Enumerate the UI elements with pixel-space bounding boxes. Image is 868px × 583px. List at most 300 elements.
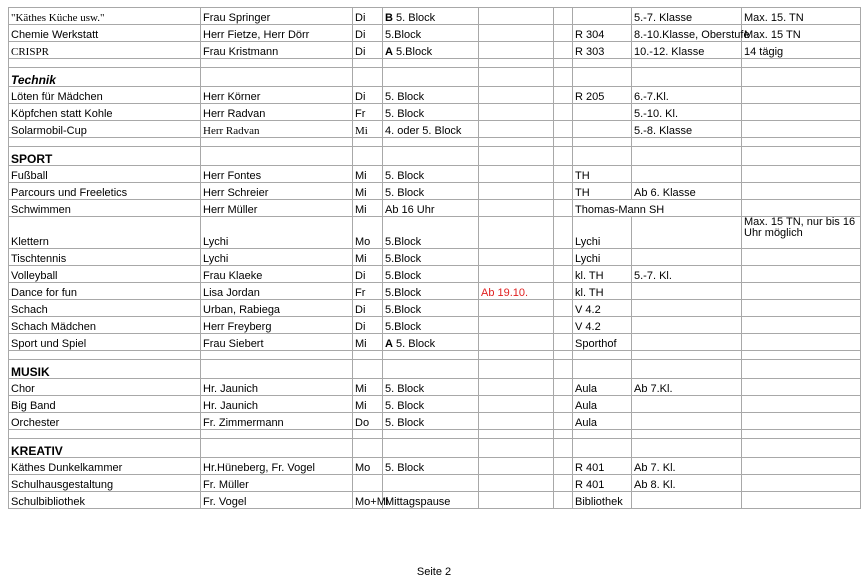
teacher: Frau Siebert	[201, 334, 353, 351]
empty-cell	[554, 360, 573, 379]
room: V 4.2	[573, 300, 632, 317]
time-slot	[383, 379, 479, 396]
week-marker: A	[385, 338, 393, 350]
teacher: Fr. Zimmermann	[201, 413, 353, 430]
time-text: 5. Block	[385, 91, 425, 103]
empty-cell	[554, 413, 573, 430]
remark	[742, 166, 861, 183]
teacher: Herr Müller	[201, 200, 353, 217]
course-name: Dance for fun	[9, 283, 201, 300]
course-row	[9, 104, 861, 121]
time-text: 5. Block	[385, 417, 425, 429]
course-row	[9, 413, 861, 430]
time-slot	[383, 200, 479, 217]
weekday: Di	[353, 8, 383, 25]
room: V 4.2	[573, 317, 632, 334]
empty-cell	[9, 351, 201, 360]
start-note	[479, 266, 554, 283]
weekday: Fr	[353, 104, 383, 121]
course-name: Schulbibliothek	[9, 492, 201, 509]
grade-level: 5.-7. Klasse	[632, 8, 742, 25]
empty-cell	[632, 147, 742, 166]
empty-cell	[479, 68, 554, 87]
grade-level	[632, 396, 742, 413]
empty-cell	[383, 147, 479, 166]
page-number: Seite 2	[416, 566, 452, 578]
time-slot	[383, 166, 479, 183]
empty-cell	[554, 68, 573, 87]
weekday: Do	[353, 413, 383, 430]
room	[573, 8, 632, 25]
room: Aula	[573, 413, 632, 430]
teacher: Fr. Müller	[201, 475, 353, 492]
empty-cell	[554, 351, 573, 360]
start-note	[479, 379, 554, 396]
time-text: 5.Block	[385, 253, 422, 265]
empty-cell	[479, 138, 554, 147]
remark: 14 tägig	[742, 42, 861, 59]
time-slot	[383, 183, 479, 200]
empty-cell	[742, 439, 861, 458]
course-row	[9, 492, 861, 509]
grade-level: 8.-10.Klasse, Oberstufe	[632, 25, 742, 42]
remark	[742, 396, 861, 413]
room: Aula	[573, 379, 632, 396]
course-name: CRISPR	[9, 42, 201, 59]
empty-cell	[9, 138, 201, 147]
empty-cell	[201, 59, 353, 68]
course-name: Volleyball	[9, 266, 201, 283]
time-slot	[383, 475, 479, 492]
week-marker: A	[385, 46, 393, 58]
time-text: 5.Block	[392, 46, 433, 58]
remark	[742, 249, 861, 266]
empty-cell	[573, 439, 632, 458]
empty-cell	[742, 68, 861, 87]
remark: Max. 15 TN	[742, 25, 861, 42]
course-name: Big Band	[9, 396, 201, 413]
room: R 303	[573, 42, 632, 59]
course-name: Solarmobil-Cup	[9, 121, 201, 138]
empty-cell	[573, 147, 632, 166]
room: Lychi	[573, 249, 632, 266]
empty-cell	[742, 138, 861, 147]
time-slot	[383, 25, 479, 42]
empty-cell	[554, 25, 573, 42]
remark	[742, 104, 861, 121]
spacer-row	[9, 430, 861, 439]
empty-cell	[554, 492, 573, 509]
course-row	[9, 42, 861, 59]
start-note	[479, 458, 554, 475]
empty-cell	[573, 430, 632, 439]
room: R 401	[573, 475, 632, 492]
section-header-row	[9, 360, 861, 379]
time-text: Mittagspause	[385, 496, 451, 508]
course-row	[9, 475, 861, 492]
teacher: Herr Radvan	[201, 104, 353, 121]
course-name: Köpfchen statt Kohle	[9, 104, 201, 121]
time-slot	[383, 266, 479, 283]
remark	[742, 413, 861, 430]
time-slot	[383, 104, 479, 121]
empty-cell	[632, 439, 742, 458]
teacher: Frau Klaeke	[201, 266, 353, 283]
section-title: SPORT	[9, 147, 201, 166]
room	[573, 121, 632, 138]
course-row	[9, 249, 861, 266]
empty-cell	[554, 317, 573, 334]
empty-cell	[554, 283, 573, 300]
empty-cell	[554, 334, 573, 351]
remark: Max. 15. TN	[742, 8, 861, 25]
weekday: Mi	[353, 183, 383, 200]
course-row	[9, 87, 861, 104]
room: Bibliothek	[573, 492, 632, 509]
empty-cell	[383, 439, 479, 458]
empty-cell	[554, 249, 573, 266]
teacher: Herr Schreier	[201, 183, 353, 200]
teacher: Frau Springer	[201, 8, 353, 25]
empty-cell	[573, 360, 632, 379]
empty-cell	[632, 138, 742, 147]
empty-cell	[632, 351, 742, 360]
empty-cell	[201, 68, 353, 87]
teacher: Lychi	[201, 217, 353, 249]
empty-cell	[353, 430, 383, 439]
grade-level: 5.-7. Kl.	[632, 266, 742, 283]
course-table	[8, 7, 861, 509]
course-row	[9, 8, 861, 25]
weekday: Mi	[353, 200, 383, 217]
course-name: Schulhausgestaltung	[9, 475, 201, 492]
course-name: Klettern	[9, 217, 201, 249]
time-text: 5.Block	[385, 304, 422, 316]
empty-cell	[573, 351, 632, 360]
empty-cell	[554, 475, 573, 492]
remark	[742, 266, 861, 283]
room: kl. TH	[573, 283, 632, 300]
teacher: Herr Fontes	[201, 166, 353, 183]
empty-cell	[554, 439, 573, 458]
section-header-row	[9, 439, 861, 458]
course-row	[9, 121, 861, 138]
remark	[742, 87, 861, 104]
weekday: Di	[353, 266, 383, 283]
start-note: Ab 19.10.	[479, 283, 554, 300]
weekday: Mo+Mi	[353, 492, 383, 509]
room: R 304	[573, 25, 632, 42]
empty-cell	[573, 59, 632, 68]
weekday: Mi	[353, 121, 383, 138]
spacer-row	[9, 59, 861, 68]
start-note	[479, 8, 554, 25]
course-name: Orchester	[9, 413, 201, 430]
time-slot	[383, 334, 479, 351]
room: Aula	[573, 396, 632, 413]
empty-cell	[353, 59, 383, 68]
grade-level: 10.-12. Klasse	[632, 42, 742, 59]
empty-cell	[573, 68, 632, 87]
empty-cell	[201, 351, 353, 360]
empty-cell	[632, 360, 742, 379]
room: TH	[573, 183, 632, 200]
empty-cell	[479, 147, 554, 166]
empty-cell	[632, 430, 742, 439]
course-name: Käthes Dunkelkammer	[9, 458, 201, 475]
empty-cell	[383, 351, 479, 360]
weekday: Di	[353, 42, 383, 59]
start-note	[479, 42, 554, 59]
remark	[742, 121, 861, 138]
time-slot	[383, 300, 479, 317]
empty-cell	[554, 104, 573, 121]
room: R 401	[573, 458, 632, 475]
start-note	[479, 183, 554, 200]
course-row	[9, 217, 861, 249]
section-title: KREATIV	[9, 439, 201, 458]
empty-cell	[383, 68, 479, 87]
course-row	[9, 283, 861, 300]
time-text: 4. oder 5. Block	[385, 125, 462, 137]
section-title: MUSIK	[9, 360, 201, 379]
course-row	[9, 200, 861, 217]
course-row	[9, 183, 861, 200]
teacher: Hr. Jaunich	[201, 396, 353, 413]
empty-cell	[742, 147, 861, 166]
grade-level	[632, 300, 742, 317]
empty-cell	[554, 458, 573, 475]
empty-cell	[9, 59, 201, 68]
weekday: Mi	[353, 334, 383, 351]
room: Sporthof	[573, 334, 632, 351]
grade-level: 6.-7.Kl.	[632, 87, 742, 104]
course-name: Sport und Spiel	[9, 334, 201, 351]
time-text: 5. Block	[385, 187, 425, 199]
grade-level: 5.-10. Kl.	[632, 104, 742, 121]
time-text: 5. Block	[385, 462, 425, 474]
empty-cell	[479, 360, 554, 379]
empty-cell	[554, 121, 573, 138]
teacher: Hr. Jaunich	[201, 379, 353, 396]
grade-level: Ab 8. Kl.	[632, 475, 742, 492]
room: kl. TH	[573, 266, 632, 283]
time-text: 5. Block	[385, 170, 425, 182]
remark	[742, 379, 861, 396]
time-text: 5.Block	[385, 29, 422, 41]
empty-cell	[573, 138, 632, 147]
empty-cell	[554, 183, 573, 200]
time-slot	[383, 8, 479, 25]
grade-level	[632, 283, 742, 300]
course-row	[9, 317, 861, 334]
time-slot	[383, 492, 479, 509]
course-name: Schwimmen	[9, 200, 201, 217]
weekday: Mi	[353, 249, 383, 266]
course-sheet	[8, 7, 860, 509]
empty-cell	[353, 351, 383, 360]
start-note	[479, 217, 554, 249]
grade-level: Ab 7. Kl.	[632, 458, 742, 475]
remark	[742, 475, 861, 492]
empty-cell	[554, 200, 573, 217]
time-slot	[383, 87, 479, 104]
weekday: Mo	[353, 217, 383, 249]
course-name: Schach	[9, 300, 201, 317]
teacher: Frau Kristmann	[201, 42, 353, 59]
remark	[742, 458, 861, 475]
room: R 205	[573, 87, 632, 104]
section-header-row	[9, 68, 861, 87]
time-text: Ab 16 Uhr	[385, 204, 435, 216]
time-slot	[383, 121, 479, 138]
start-note	[479, 87, 554, 104]
remark	[742, 283, 861, 300]
time-text: 5. Block	[392, 338, 436, 350]
empty-cell	[554, 300, 573, 317]
grade-level	[632, 492, 742, 509]
course-name: "Käthes Küche usw."	[9, 8, 201, 25]
grade-level	[632, 334, 742, 351]
remark	[742, 300, 861, 317]
teacher: Lisa Jordan	[201, 283, 353, 300]
start-note	[479, 121, 554, 138]
remark	[742, 183, 861, 200]
weekday: Mi	[353, 396, 383, 413]
course-row	[9, 300, 861, 317]
start-note	[479, 334, 554, 351]
course-name: Löten für Mädchen	[9, 87, 201, 104]
room	[573, 104, 632, 121]
empty-cell	[554, 147, 573, 166]
empty-cell	[554, 59, 573, 68]
empty-cell	[632, 59, 742, 68]
empty-cell	[554, 8, 573, 25]
empty-cell	[742, 351, 861, 360]
course-row	[9, 266, 861, 283]
empty-cell	[383, 360, 479, 379]
teacher: Herr Körner	[201, 87, 353, 104]
remark: Max. 15 TN, nur bis 16 Uhr möglich	[742, 217, 861, 249]
weekday: Fr	[353, 283, 383, 300]
empty-cell	[554, 430, 573, 439]
course-name: Chemie Werkstatt	[9, 25, 201, 42]
empty-cell	[554, 42, 573, 59]
empty-cell	[353, 68, 383, 87]
empty-cell	[353, 147, 383, 166]
empty-cell	[554, 379, 573, 396]
time-text: 5.Block	[385, 236, 422, 248]
empty-cell	[479, 439, 554, 458]
weekday: Mi	[353, 379, 383, 396]
empty-cell	[383, 138, 479, 147]
time-text: 5. Block	[392, 12, 436, 24]
weekday: Di	[353, 300, 383, 317]
room: Lychi	[573, 217, 632, 249]
empty-cell	[554, 87, 573, 104]
start-note	[479, 166, 554, 183]
grade-level	[632, 217, 742, 249]
course-name: Tischtennis	[9, 249, 201, 266]
empty-cell	[201, 138, 353, 147]
weekday: Mo	[353, 458, 383, 475]
time-slot	[383, 413, 479, 430]
week-marker: B	[385, 12, 393, 24]
course-name: Schach Mädchen	[9, 317, 201, 334]
grade-level	[632, 317, 742, 334]
empty-cell	[9, 430, 201, 439]
weekday: Di	[353, 25, 383, 42]
empty-cell	[201, 430, 353, 439]
course-row	[9, 25, 861, 42]
grade-level	[632, 249, 742, 266]
start-note	[479, 475, 554, 492]
teacher: Lychi	[201, 249, 353, 266]
empty-cell	[554, 166, 573, 183]
empty-cell	[201, 360, 353, 379]
weekday: Di	[353, 87, 383, 104]
grade-level: Ab 7.Kl.	[632, 379, 742, 396]
time-slot	[383, 217, 479, 249]
empty-cell	[479, 430, 554, 439]
section-title: Technik	[9, 68, 201, 87]
time-text: 5.Block	[385, 270, 422, 282]
start-note	[479, 200, 554, 217]
section-header-row	[9, 147, 861, 166]
time-slot	[383, 42, 479, 59]
course-name: Chor	[9, 379, 201, 396]
course-row	[9, 458, 861, 475]
empty-cell	[554, 396, 573, 413]
time-text: 5. Block	[385, 400, 425, 412]
time-slot	[383, 249, 479, 266]
course-name: Fußball	[9, 166, 201, 183]
empty-cell	[353, 439, 383, 458]
room: TH	[573, 166, 632, 183]
empty-cell	[554, 138, 573, 147]
grade-level: 5.-8. Klasse	[632, 121, 742, 138]
teacher: Hr.Hüneberg, Fr. Vogel	[201, 458, 353, 475]
start-note	[479, 413, 554, 430]
empty-cell	[554, 217, 573, 249]
teacher: Fr. Vogel	[201, 492, 353, 509]
grade-level	[632, 413, 742, 430]
empty-cell	[554, 266, 573, 283]
time-slot	[383, 396, 479, 413]
teacher: Herr Freyberg	[201, 317, 353, 334]
spacer-row	[9, 138, 861, 147]
grade-level: Ab 6. Klasse	[632, 183, 742, 200]
course-row	[9, 334, 861, 351]
teacher: Herr Fietze, Herr Dörr	[201, 25, 353, 42]
teacher: Urban, Rabiega	[201, 300, 353, 317]
empty-cell	[201, 147, 353, 166]
empty-cell	[383, 59, 479, 68]
start-note	[479, 104, 554, 121]
weekday	[353, 475, 383, 492]
course-name: Parcours und Freeletics	[9, 183, 201, 200]
time-slot	[383, 283, 479, 300]
empty-cell	[383, 430, 479, 439]
empty-cell	[201, 439, 353, 458]
course-row	[9, 379, 861, 396]
weekday: Mi	[353, 166, 383, 183]
time-slot	[383, 317, 479, 334]
room: Thomas-Mann SH	[573, 200, 742, 217]
remark	[742, 200, 861, 217]
start-note	[479, 317, 554, 334]
weekday: Di	[353, 317, 383, 334]
